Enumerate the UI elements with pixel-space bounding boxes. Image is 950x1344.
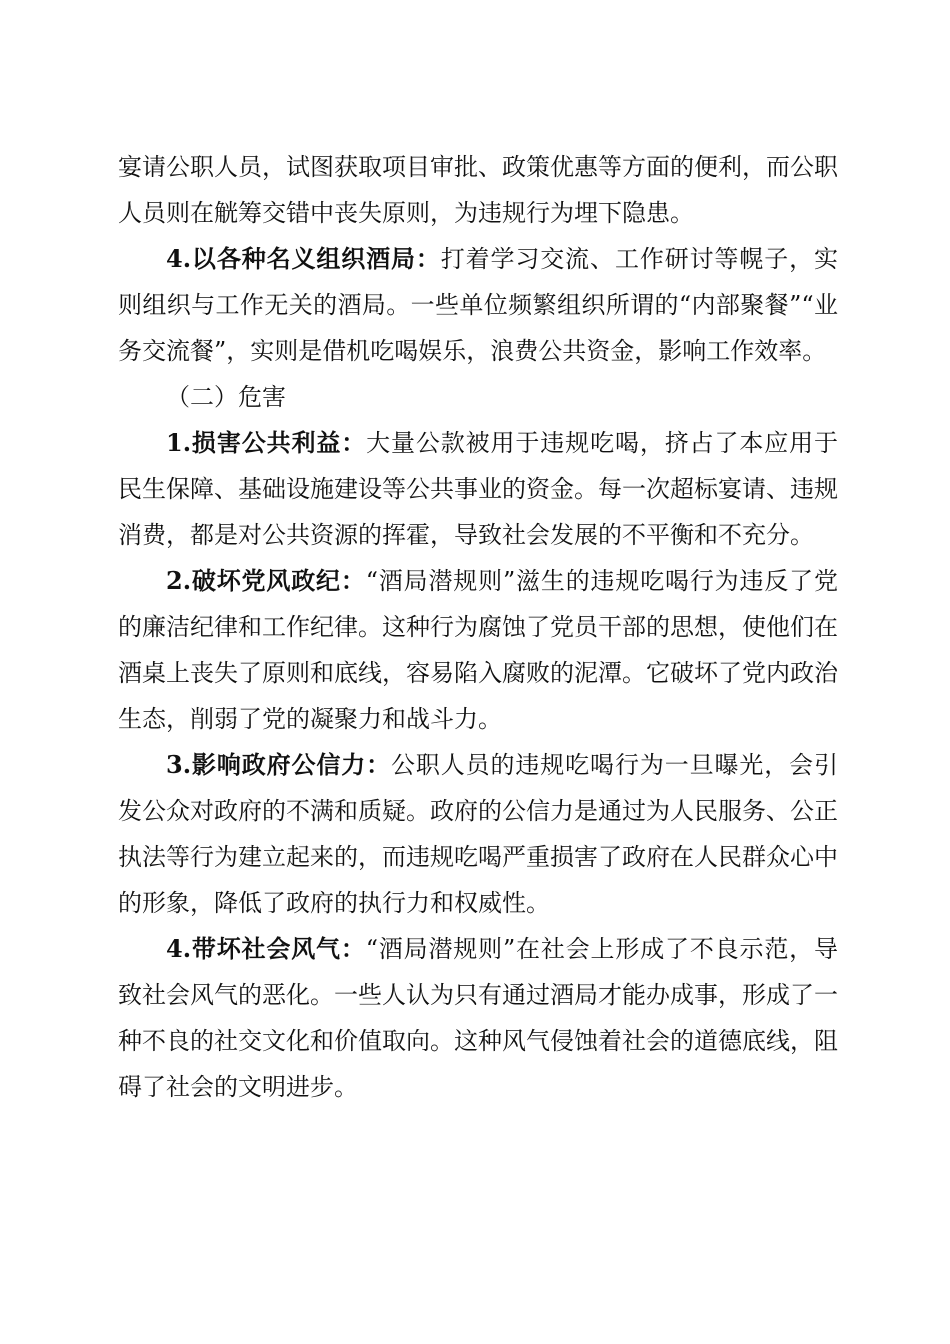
harm-1-lead: 1.损害公共利益： xyxy=(166,428,367,457)
harm-3-paragraph xyxy=(118,742,838,926)
harm-1-paragraph xyxy=(118,420,838,558)
harm-2-paragraph xyxy=(118,558,838,742)
harm-3-lead: 3.影响政府公信力： xyxy=(166,750,391,779)
item-4-text: 打着学习交流、工作研讨等幌子，实则组织与工作无关的酒局。一些单位频繁组织所谓的“内部聚餐”“业务交流餐”，实则是借机吃喝娱乐，浪费公共资金，影响工作效率。 xyxy=(118,245,838,365)
item-4-lead: 4.以各种名义组织酒局： xyxy=(166,244,441,273)
item-4-paragraph xyxy=(118,236,838,374)
section-heading: （二）危害 xyxy=(166,383,286,411)
harm-4-paragraph xyxy=(118,926,838,1110)
harm-3-text: 公职人员的违规吃喝行为一旦曝光，会引发公众对政府的不满和质疑。政府的公信力是通过为人民服务、公正执法等行为建立起来的，而违规吃喝严重损害了政府在人民群众心中的形象，降低了政府的执行力和权威性。 xyxy=(118,751,838,917)
harm-2-lead: 2.破坏党风政纪： xyxy=(166,566,366,595)
document-page xyxy=(118,144,838,1110)
harm-2-text: “酒局潜规则”滋生的违规吃喝行为违反了党的廉洁纪律和工作纪律。这种行为腐蚀了党员干部的思想，使他们在酒桌上丧失了原则和底线，容易陷入腐败的泥潭。它破坏了党内政治生态，削弱了党的凝聚力和战斗力。 xyxy=(118,567,838,733)
continuation-paragraph: 宴请公职人员，试图获取项目审批、政策优惠等方面的便利，而公职人员则在觥筹交错中丧失原则，为违规行为埋下隐患。 xyxy=(118,153,838,227)
harm-1-text: 大量公款被用于违规吃喝，挤占了本应用于民生保障、基础设施建设等公共事业的资金。每一次超标宴请、违规消费，都是对公共资源的挥霍，导致社会发展的不平衡和不充分。 xyxy=(118,429,839,549)
harm-4-text: “酒局潜规则”在社会上形成了不良示范，导致社会风气的恶化。一些人认为只有通过酒局才能办成事，形成了一种不良的社交文化和价值取向。这种风气侵蚀着社会的道德底线，阻碍了社会的文明进步。 xyxy=(118,935,838,1101)
harm-4-lead: 4.带坏社会风气： xyxy=(166,934,366,963)
